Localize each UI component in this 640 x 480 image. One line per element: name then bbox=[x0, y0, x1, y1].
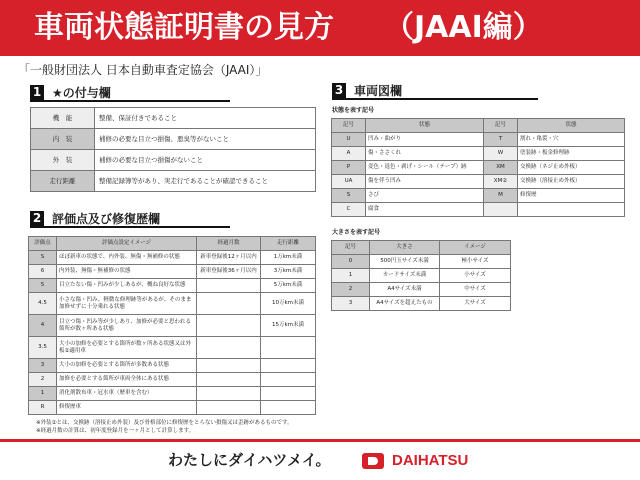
table-row bbox=[31, 129, 316, 150]
symbol-cell: 3.5 bbox=[29, 337, 57, 359]
table-row bbox=[29, 337, 316, 359]
table-cell bbox=[261, 401, 316, 415]
column-header: 記号 bbox=[484, 119, 518, 133]
symbol-cell: A bbox=[332, 147, 366, 161]
symbol-cell: U bbox=[332, 133, 366, 147]
table-header-row bbox=[332, 241, 511, 255]
table-cell: 3万km未満 bbox=[261, 265, 316, 279]
table-cell: 中サイズ bbox=[440, 283, 511, 297]
section-title: 車両図欄 bbox=[354, 83, 403, 98]
table-row bbox=[29, 387, 316, 401]
symbol-cell: 1 bbox=[29, 387, 57, 401]
table-row bbox=[31, 171, 316, 192]
symbol-cell bbox=[484, 203, 518, 217]
section-title: ★の付与欄 bbox=[52, 85, 111, 100]
table-cell bbox=[261, 387, 316, 401]
brand-name: DAIHATSU bbox=[392, 452, 469, 469]
table-cell: 割れ・亀裂・穴 bbox=[518, 133, 625, 147]
column-header: イメージ bbox=[440, 241, 511, 255]
symbol-cell: 4.5 bbox=[29, 293, 57, 315]
table-cell: 加修を必要とする箇所が車両全体にある状態 bbox=[57, 373, 197, 387]
symbol-cell: 走行距離 bbox=[31, 171, 95, 192]
symbol-cell: XM bbox=[484, 161, 518, 175]
table-cell bbox=[197, 293, 261, 315]
symbol-cell: W bbox=[484, 147, 518, 161]
table-cell bbox=[197, 337, 261, 359]
table-cell: A4サイズを超えたもの bbox=[370, 297, 440, 311]
table-row bbox=[29, 359, 316, 373]
column-header: 状態 bbox=[518, 119, 625, 133]
symbol-cell: 2 bbox=[29, 373, 57, 387]
organization-name: 「一般財団法人 日本自動車査定協会（JAAI）」 bbox=[18, 63, 268, 77]
slogan-logo: わたしにダイハツメイ。 bbox=[168, 451, 331, 469]
symbol-cell: XM② bbox=[484, 175, 518, 189]
column-header: 大きさ bbox=[370, 241, 440, 255]
table-cell: 1万km未満 bbox=[261, 251, 316, 265]
symbol-cell: 1 bbox=[332, 269, 370, 283]
table-cell bbox=[261, 337, 316, 359]
notes bbox=[36, 419, 293, 435]
table-cell: 新車登録後36ヶ月以内 bbox=[197, 265, 261, 279]
table-cell: 大サイズ bbox=[440, 297, 511, 311]
symbol-cell: 4 bbox=[29, 315, 57, 337]
table-cell bbox=[261, 373, 316, 387]
table-row bbox=[332, 255, 511, 269]
table-cell: 目立たない傷・凹みが少しあるが、概ね良好な状態 bbox=[57, 279, 197, 293]
table-cell bbox=[197, 373, 261, 387]
size-symbols-table bbox=[331, 240, 511, 311]
symbol-cell: 0 bbox=[332, 255, 370, 269]
symbol-cell: 2 bbox=[332, 283, 370, 297]
table-cell: 小さな傷・凹み、軽微な修理跡等があるが、そのまま加修せずに十分乗れる状態 bbox=[57, 293, 197, 315]
symbol-cell: UA bbox=[332, 175, 366, 189]
table-cell bbox=[197, 315, 261, 337]
symbol-cell: 機 能 bbox=[31, 108, 95, 129]
table-cell: ほぼ新車の状態で、内外装、無傷・無補修の状態 bbox=[57, 251, 197, 265]
table-cell: 整備記録簿等があり、実走行であることが確認できること bbox=[95, 171, 316, 192]
table-cell: 新車登録後12ヶ月以内 bbox=[197, 251, 261, 265]
table-row bbox=[31, 108, 316, 129]
table-header-row bbox=[29, 237, 316, 251]
table-cell: 目立つ傷・凹み等が少しあり、加修が必要と思われる箇所が数ヶ所ある状態 bbox=[57, 315, 197, 337]
table-row bbox=[332, 147, 625, 161]
table-cell: 大小の加修を必要とする箇所が数ヶ所ある状態又は外板②適用車 bbox=[57, 337, 197, 359]
table-cell: さび bbox=[366, 189, 484, 203]
symbol-cell: P bbox=[332, 161, 366, 175]
table-cell: 内外装、無傷・無補修の状態 bbox=[57, 265, 197, 279]
table-cell: 傷・ささくれ bbox=[366, 147, 484, 161]
symbol-cell: 6 bbox=[29, 265, 57, 279]
section3-heading bbox=[332, 82, 538, 100]
column-header: 状態 bbox=[366, 119, 484, 133]
column-header: 記号 bbox=[332, 119, 366, 133]
table-cell bbox=[261, 359, 316, 373]
table-cell: 整備、保証付きであること bbox=[95, 108, 316, 129]
table-cell: 補修の必要な目立つ損傷、悪臭等がないこと bbox=[95, 129, 316, 150]
table-cell: 変色・退色・剥げ・シール（テープ）跡 bbox=[366, 161, 484, 175]
table-cell bbox=[197, 359, 261, 373]
symbol-cell: C bbox=[332, 203, 366, 217]
daihatsu-logo bbox=[362, 452, 468, 469]
table-row bbox=[332, 269, 511, 283]
star-criteria-table bbox=[30, 107, 316, 192]
size-symbols-label: 大きさを表す記号 bbox=[332, 229, 381, 236]
table-cell: 補修の必要な目立つ損傷がないこと bbox=[95, 150, 316, 171]
table-row bbox=[332, 283, 511, 297]
table-cell: 修復歴車 bbox=[57, 401, 197, 415]
table-header-row bbox=[332, 119, 625, 133]
table-row bbox=[29, 265, 316, 279]
section-title: 評価点及び修復歴欄 bbox=[52, 211, 161, 226]
note: ※外装②とは、交換跡（溶接止め外装）及び骨格部位に修復歴をとらない損傷又は歪跡があるものです。 bbox=[36, 420, 293, 426]
symbol-cell: M bbox=[484, 189, 518, 203]
table-cell bbox=[197, 279, 261, 293]
table-cell: 塗装跡・板金修理跡 bbox=[518, 147, 625, 161]
symbol-cell: 5 bbox=[29, 279, 57, 293]
section1-heading bbox=[30, 84, 230, 102]
table-cell: 交換跡（溶接止め外板） bbox=[518, 175, 625, 189]
table-row bbox=[332, 189, 625, 203]
table-cell: 交換跡（ネジ止め外板） bbox=[518, 161, 625, 175]
table-row bbox=[29, 251, 316, 265]
table-row bbox=[332, 161, 625, 175]
symbol-cell: 3 bbox=[29, 359, 57, 373]
table-row bbox=[29, 315, 316, 337]
table-cell bbox=[197, 401, 261, 415]
divider bbox=[0, 439, 640, 442]
table-cell: 大小の加修を必要とする箇所が多数ある状態 bbox=[57, 359, 197, 373]
column-header: 経過月数 bbox=[197, 237, 261, 251]
table-cell: 500円玉サイズ未満 bbox=[370, 255, 440, 269]
page-title: 車両状態証明書の見方 bbox=[34, 10, 334, 45]
page-title-banner bbox=[0, 0, 640, 56]
symbol-cell: R bbox=[29, 401, 57, 415]
table-cell bbox=[197, 387, 261, 401]
table-cell: 小サイズ bbox=[440, 269, 511, 283]
table-cell: A4サイズ未満 bbox=[370, 283, 440, 297]
table-cell bbox=[518, 203, 625, 217]
section2-heading bbox=[30, 210, 230, 228]
column-header: 走行距離 bbox=[261, 237, 316, 251]
symbol-cell: 内 装 bbox=[31, 129, 95, 150]
table-cell: 消化剤散布車・冠水車（歴車を含む） bbox=[57, 387, 197, 401]
table-row bbox=[29, 373, 316, 387]
column-header: 評価点設定イメージ bbox=[57, 237, 197, 251]
table-cell: 極小サイズ bbox=[440, 255, 511, 269]
daihatsu-mark-icon bbox=[362, 453, 384, 469]
column-header: 記号 bbox=[332, 241, 370, 255]
symbol-cell: S bbox=[332, 189, 366, 203]
symbol-cell: S bbox=[29, 251, 57, 265]
table-cell: カードサイズ未満 bbox=[370, 269, 440, 283]
table-cell: 15万km未満 bbox=[261, 315, 316, 337]
table-cell: 修復歴 bbox=[518, 189, 625, 203]
symbol-cell: 3 bbox=[332, 297, 370, 311]
table-cell: 凹み・曲がり bbox=[366, 133, 484, 147]
section-number: 3 bbox=[332, 83, 346, 98]
table-row bbox=[29, 279, 316, 293]
table-row bbox=[29, 293, 316, 315]
note: ※経過月数の計算は、初年度登録月を一ヶ月として計算します。 bbox=[36, 428, 195, 434]
table-cell: 傷を伴う凹み bbox=[366, 175, 484, 189]
symbol-cell: T bbox=[484, 133, 518, 147]
table-row bbox=[332, 297, 511, 311]
table-row bbox=[29, 401, 316, 415]
table-cell: 5万km未満 bbox=[261, 279, 316, 293]
section-number: 1 bbox=[30, 85, 44, 100]
section-number: 2 bbox=[30, 211, 44, 226]
table-row bbox=[332, 175, 625, 189]
state-symbols-table bbox=[331, 118, 625, 217]
symbol-cell: 外 装 bbox=[31, 150, 95, 171]
table-cell: 10万km未満 bbox=[261, 293, 316, 315]
column-header: 評価点 bbox=[29, 237, 57, 251]
table-cell: 腐食 bbox=[366, 203, 484, 217]
page-title-suffix: （JAAI編） bbox=[384, 10, 543, 45]
state-symbols-label: 状態を表す記号 bbox=[332, 107, 375, 114]
table-row bbox=[31, 150, 316, 171]
table-row bbox=[332, 203, 625, 217]
table-row bbox=[332, 133, 625, 147]
evaluation-table bbox=[28, 236, 316, 415]
